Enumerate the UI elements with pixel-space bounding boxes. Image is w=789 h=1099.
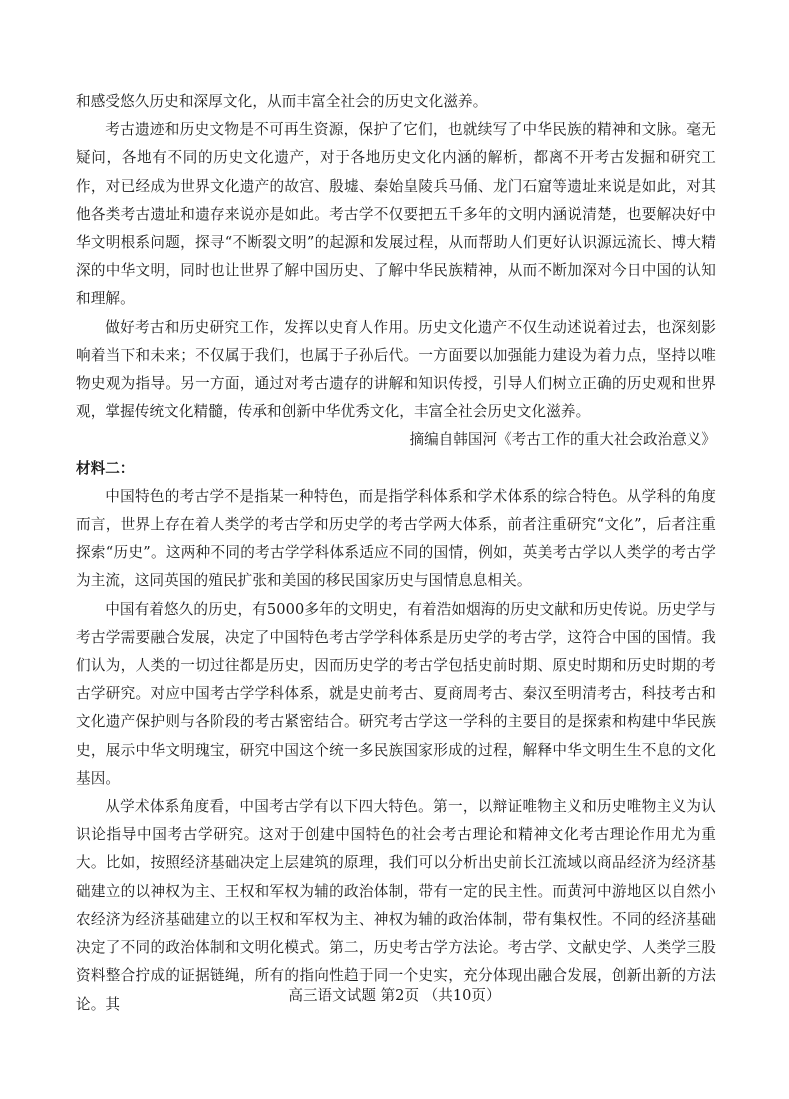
paragraph: 做好考古和历史研究工作，发挥以史育人作用。历史文化遗产不仅生动述说着过去，也深刻影响着当下和未来；不仅属于我们，也属于子孙后代。一方面要以加强能力建设为着力点，坚持以唯物史观为指导。另一方面，通过对考古遗存的讲解和知识传授，引导人们树立正确的历史观和世界观，掌握传统文化精髓，传承和创新中华优秀文化，丰富全社会历史文化滋养。 [76, 318, 716, 421]
paragraph: 考古遗迹和历史文物是不可再生资源，保护了它们，也就续写了中华民族的精神和文脉。毫无疑问，各地有不同的历史文化遗产，对于各地历史文化内涵的解析，都离不开考古发掘和研究工作，对已经成为世界文化遗产的故宫、殷墟、秦始皇陵兵马俑、龙门石窟等遗址来说是如此，对其他各类考古遗址和遗存来说亦是如此。考古学不仅要把五千多年的文明内涵说清楚，也要解决好中华文明根系问题，探寻“不断裂文明”的起源和发展过程，从而帮助人们更好认识源远流长、博大精深的中华文明，同时也让世界了解中国历史、了解中华民族精神，从而不断加深对今日中国的认知和理解。 [76, 121, 716, 308]
source-citation: 摘编自韩国河《考古工作的重大社会政治意义》 [409, 431, 716, 449]
paragraph: 中国特色的考古学不是指某一种特色，而是指学科体系和学术体系的综合特色。从学科的角度而言，世界上存在着人类学的考古学和历史学的考古学两大体系，前者注重研究“文化”，后者注重探索“历史”。这两种不同的考古学学科体系适应不同的国情，例如，英美考古学以人类学的考古学为主流，这同英国的殖民扩张和美国的移民国家历史与国情息息相关。 [76, 487, 716, 590]
material-heading: 材料二： [76, 459, 135, 477]
page-footer: 高三语文试题 第2页 （共10页） [288, 987, 501, 1004]
document-page [76, 88, 716, 1019]
paragraph: 从学术体系角度看，中国考古学有以下四大特色。第一，以辩证唯物主义和历史唯物主义为认识论指导中国考古学研究。这对于创建中国特色的社会考古理论和精神文化考古理论作用尤为重大。比如，按照经济基础决定上层建筑的原理，我们可以分析出史前长江流域以商品经济为经济基础建立的以神权为主、王权和军权为辅的政治体制，带有一定的民主性。而黄河中游地区以自然小农经济为经济基础建立的以王权和军权为主、神权为辅的政治体制，带有集权性。不同的经济基础决定了不同的政治体制和文明化模式。第二，历史考古学方法论。考古学、文献史学、人类学三股资料整合拧成的证据链绳，所有的指向性趋于同一个史实，充分体现出融合发展，创新出新的方法论。其 [76, 798, 716, 1013]
paragraph-continuation: 和感受悠久历史和深厚文化，从而丰富全社会的历史文化滋养。 [76, 93, 488, 110]
paragraph: 中国有着悠久的历史，有5000多年的文明史，有着浩如烟海的历史文献和历史传说。历史学与考古学需要融合发展，决定了中国特色考古学学科体系是历史学的考古学，这符合中国的国情。我们认为，人类的一切过往都是历史，因而历史学的考古学包括史前时期、原史时期和历史时期的考古学研究。对应中国考古学学科体系，就是史前考古、夏商周考古、秦汉至明清考古，科技考古和文化遗产保护则与各阶段的考古紧密结合。研究考古学这一学科的主要目的是探索和构建中华民族史，展示中华文明瑰宝，研究中国这个统一多民族国家形成的过程，解释中华文明生生不息的文化基因。 [76, 600, 716, 787]
